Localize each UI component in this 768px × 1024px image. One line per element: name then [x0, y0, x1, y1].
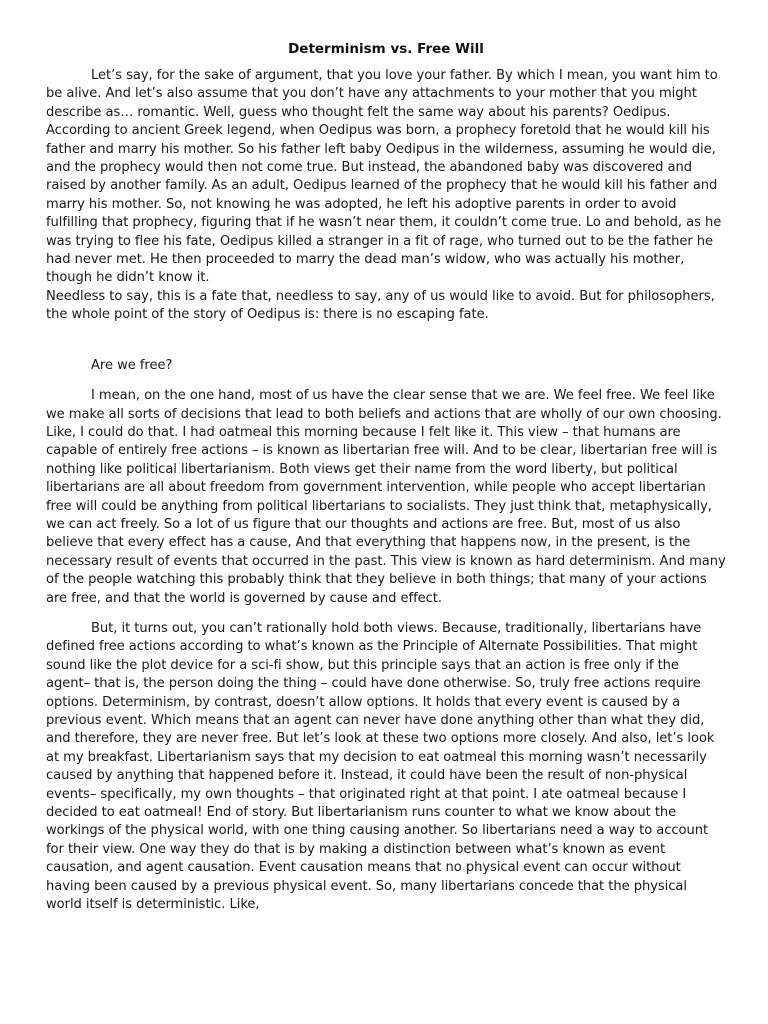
document-page	[46, 40, 726, 914]
page-title: Determinism vs. Free Will	[288, 41, 484, 57]
paragraph-oedipus: Let’s say, for the sake of argument, that you love your father. By which I mean, you want him to be alive. And let’s also assume that you don’t have any attachments to your mother that you might describe as… romantic. Well, guess who thought felt the same way about his parents? Oedipus. According to ancient Greek legend, when Oedipus was born, a prophecy foretold that he would kill his father and marry his mother. So his father left baby Oedipus in the wilderness, assuming he would die, and the prophecy would then not come true. But instead, the abandoned baby was discovered and raised by another family. As an adult, Oedipus learned of the prophecy that he would kill his father and marry his mother. So, not knowing he was adopted, he left his adoptive parents in order to avoid fulfilling that prophecy, figuring that if he wasn’t near them, it couldn’t come true. Lo and behold, as he was trying to flee his fate, Oedipus killed a stranger in a fit of rage, who turned out to be the father he had never met. He then proceeded to marry the dead man’s widow, who was actually his mother, though he didn’t know it.	[46, 68, 722, 286]
paragraph-libertarian: I mean, on the one hand, most of us have the clear sense that we are. We feel free. We feel like we make all sorts of decisions that lead to both beliefs and actions that are wholly of our own choosing. Like, I could do that. I had oatmeal this morning because I felt like it. This view – that humans are capable of entirely free actions – is known as libertarian free will. And to be clear, libertarian free will is nothing like political libertarianism. Both views get their name from the word liberty, but political libertarians are all about freedom from government intervention, while people who accept libertarian free will could be anything from political libertarians to socialists. They just think that, metaphysically, we can act freely. So a lot of us figure that our thoughts and actions are free. But, most of us also believe that every effect has a cause, And that everything that happens now, in the present, is the necessary result of events that occurred in the past. This view is known as hard determinism. And many of the people watching this probably think that they believe in both things; that many of your actions are free, and that the world is governed by cause and effect.	[46, 388, 726, 606]
paragraph-determinism: But, it turns out, you can’t rationally hold both views. Because, traditionally, libertarians have defined free actions according to what’s known as the Principle of Alternate Possibilities. That might sound like the plot device for a sci-fi show, but this principle says that an action is free only if the agent– that is, the person doing the thing – could have done otherwise. So, truly free actions require options. Determinism, by contrast, doesn’t allow options. It holds that every event is caused by a previous event. Which means that an agent can never have done anything other than what they did, and therefore, they are never free. But let’s look at these two options more closely. And also, let’s look at my breakfast. Libertarianism says that my decision to eat oatmeal this morning wasn’t necessarily caused by anything that happened before it. Instead, it could have been the result of non-physical events– specifically, my own thoughts – that originated right at that point. I ate oatmeal because I decided to eat oatmeal! End of story. But libertarianism runs counter to what we know about the workings of the physical world, with one thing causing another. So libertarians need a way to account for their view. One way they do that is by making a distinction between what’s known as event causation, and agent causation. Event causation means that no physical event can occur without having been caused by a previous physical event. So, many libertarians concede that the physical world itself is deterministic. Like,	[46, 620, 715, 913]
paragraph-fate: Needless to say, this is a fate that, needless to say, any of us would like to avoid. But for philosophers, the whole point of the story of Oedipus is: there is no escaping fate.	[46, 288, 715, 323]
paragraph-question: Are we free?	[91, 357, 173, 373]
